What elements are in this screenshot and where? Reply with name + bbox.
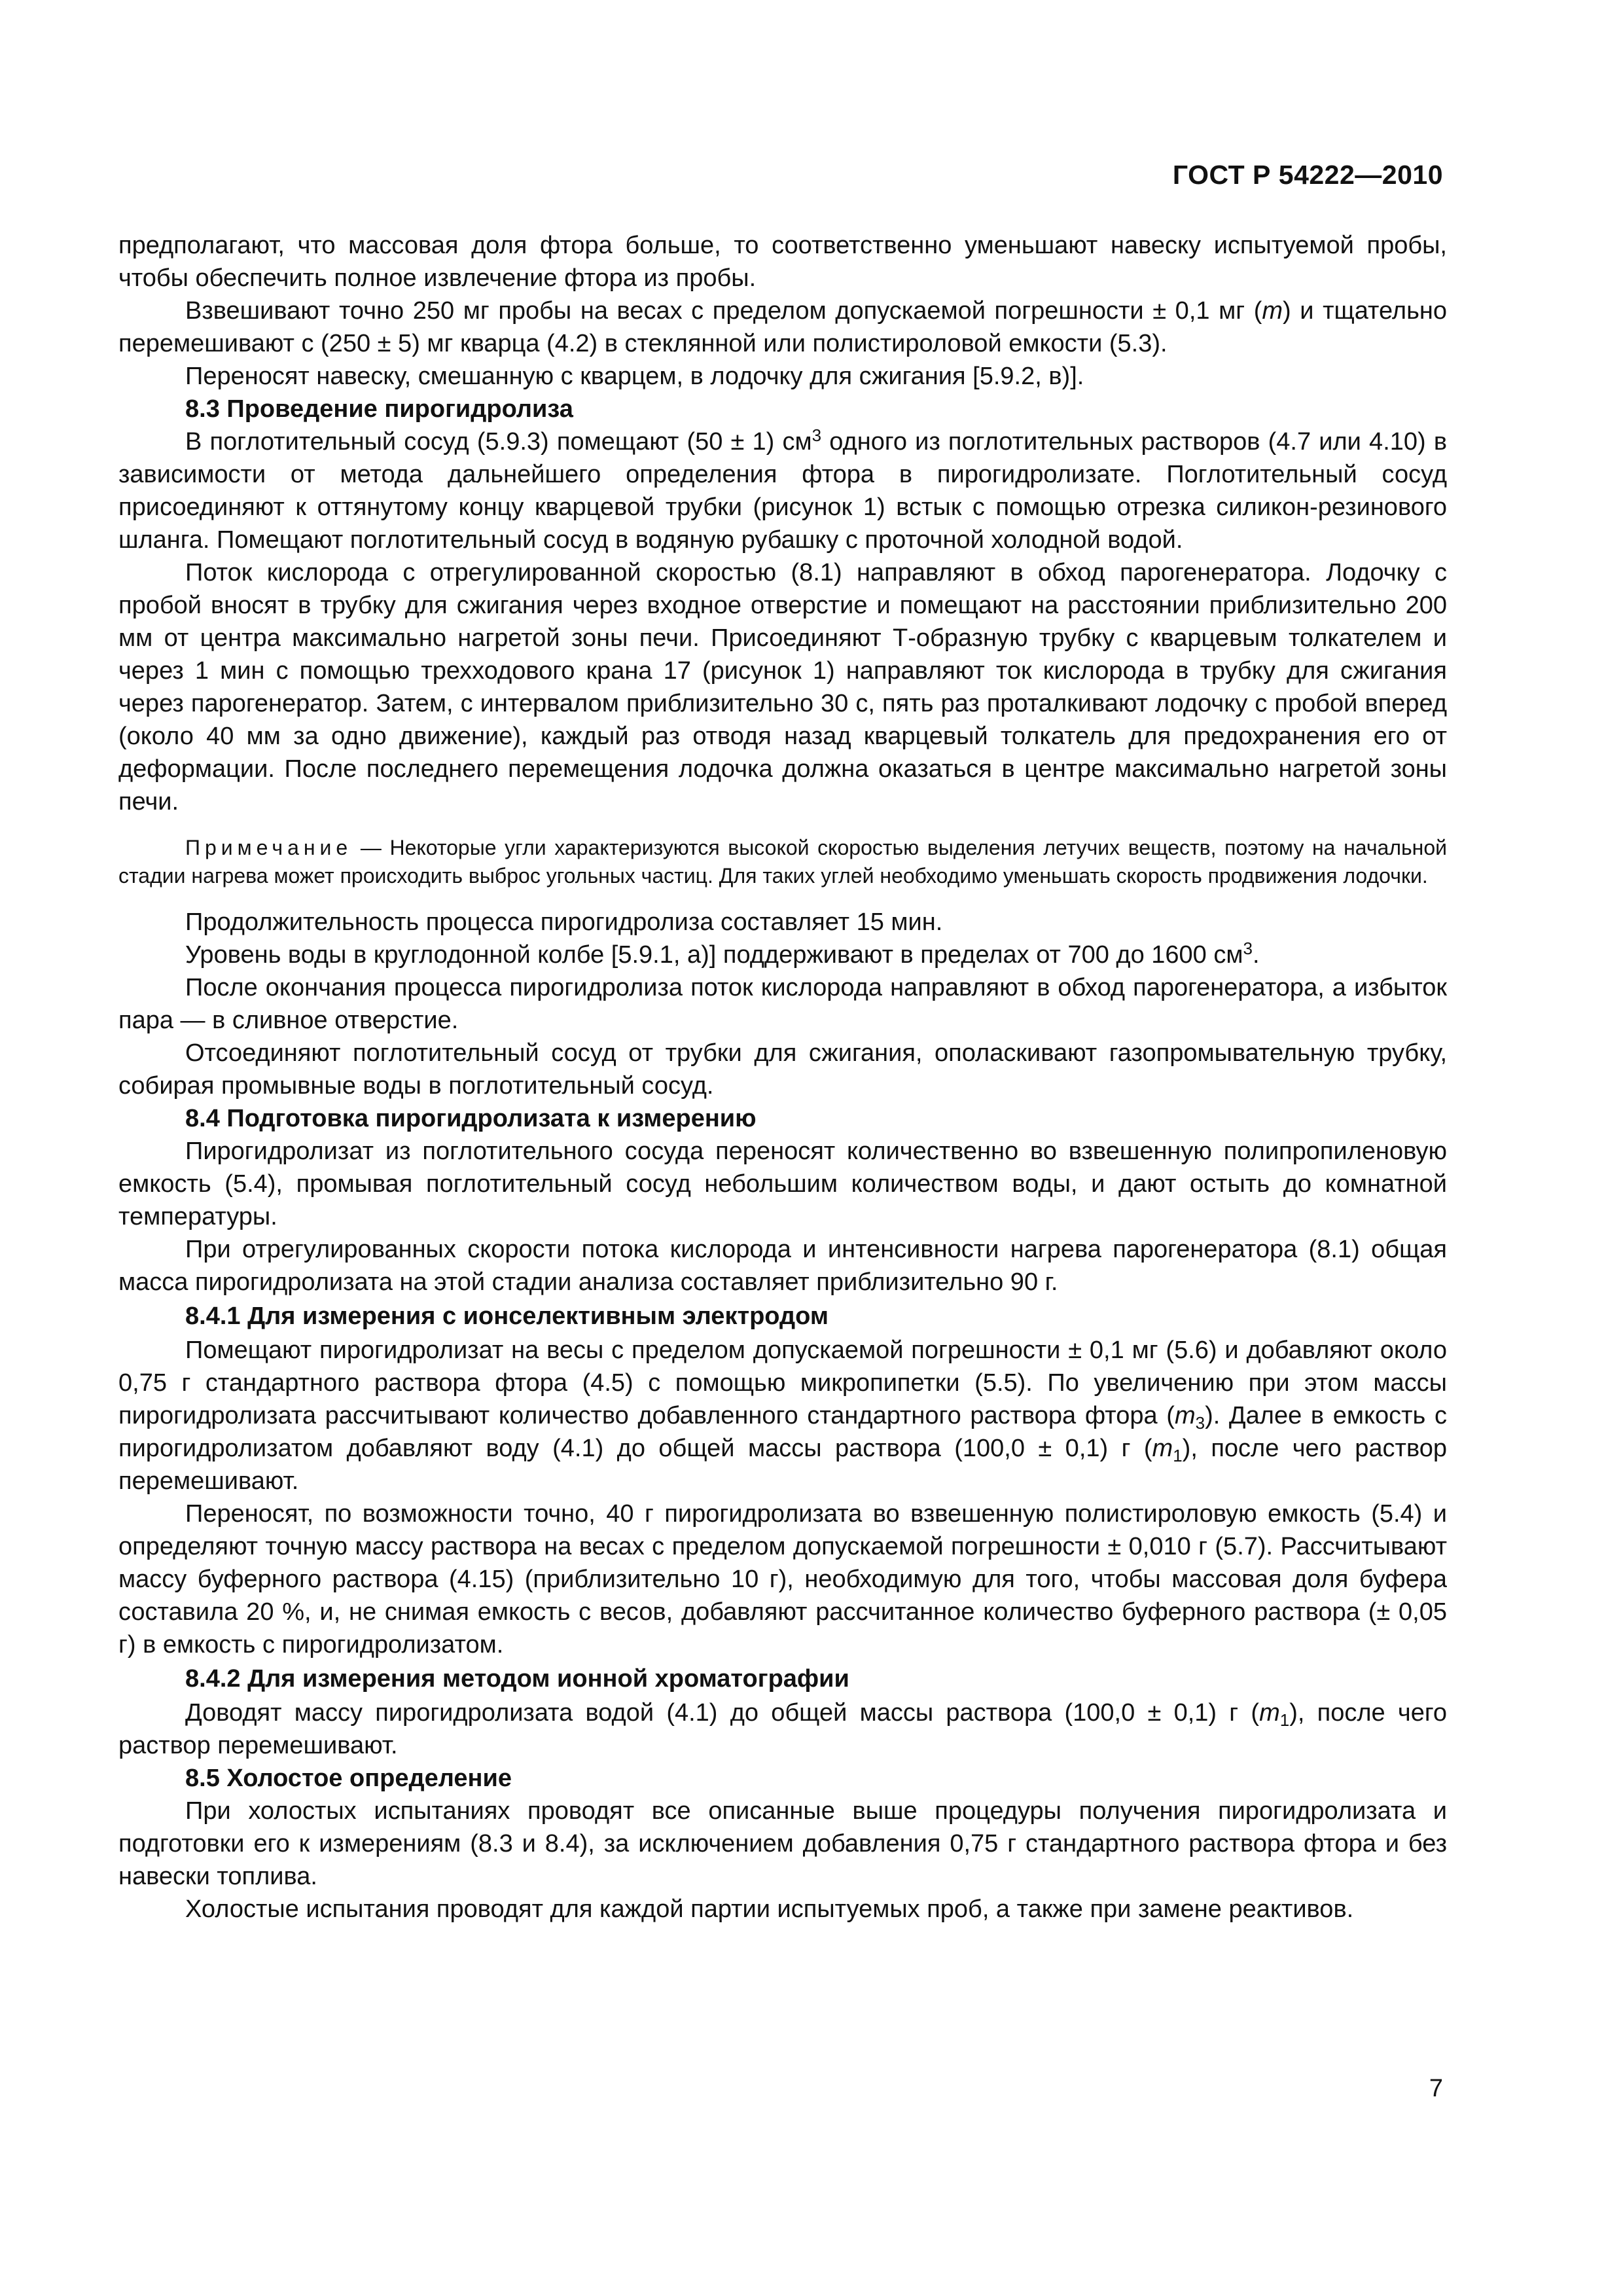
paragraph: Переносят навеску, смешанную с кварцем, в лодочку для сжигания [5.9.2, в)]. [185, 363, 1084, 390]
paragraph: Отсоединяют поглотительный сосуд от трубки для сжигания, ополаскивают газопромывательную трубку, собирая промывные воды в поглотительный сосуд. [118, 1039, 1447, 1100]
paragraph: предполагают, что массовая доля фтора больше, то соответственно уменьшают навеску испытуемой пробы, чтобы обеспечить полное извлечение фтора из пробы. [118, 232, 1447, 292]
paragraph: При холостых испытаниях проводят все описанные выше процедуры получения пирогидролизата и подготовки его к измерениям (8.3 и 8.4), за исключением добавления 0,75 г стандартного раствора фтора и без навески топлива. [118, 1797, 1447, 1890]
note [118, 834, 1447, 890]
section-heading-8-4-2: 8.4.2 Для измерения методом ионной хроматографии [185, 1665, 849, 1693]
paragraph: В поглотительный сосуд (5.9.3) помещают (50 ± 1) $см^3$ одного из поглотительных растворов (4.7 или 4.10) в зависимости от метода дальнейшего определения фтора в пирогидролизате. Поглотительный сосуд присоединяют к оттянутому концу кварцевой трубки (рисунок 1) встык с помощью отрезка силикон-резинового шланга. Помещают поглотительный сосуд в водяную рубашку с проточной холодной водой. [118, 425, 1448, 554]
note-label: Примечание [185, 836, 353, 859]
paragraph: Доводят массу пирогидролизата водой (4.1) до общей массы раствора (100,0 ± 0,1) г $(m_1)$, после чего раствор перемешивают. [118, 1699, 1447, 1759]
paragraph: При отрегулированных скорости потока кислорода и интенсивности нагрева парогенератора (8.1) общая масса пирогидролизата на этой стадии анализа составляет приблизительно 90 г. [118, 1236, 1447, 1296]
paragraph: Переносят, по возможности точно, 40 г пирогидролизата во взвешенную полистироловую емкость (5.4) и определяют точную массу раствора на весах с пределом допускаемой погрешности ± 0,010 г (5.7). Рассчитывают массу буферного раствора (4.15) (приблизительно 10 г), необходимую для того, чтобы массовая доля буфера составила 20 %, и, не снимая емкость с весов, добавляют рассчитанное количество буферного раствора (± 0,05 г) в емкость с пирогидролизатом. [118, 1500, 1447, 1659]
note-text: — Некоторые угли характеризуются высокой скоростью выделения летучих веществ, поэтому на начальной стадии нагрева может происходить выброс угольных частиц. Для таких углей необходимо уменьшать скорость продвижения лодочки. [118, 836, 1447, 888]
paragraph: После окончания процесса пирогидролиза поток кислорода направляют в обход парогенератора, а избыток пара — в сливное отверстие. [118, 974, 1447, 1034]
paragraph: Продолжительность процесса пирогидролиза составляет 15 мин. [185, 908, 943, 936]
section-heading-8-4-1: 8.4.1 Для измерения с ионселективным электродом [185, 1302, 829, 1330]
paragraph: Пирогидролизат из поглотительного сосуда переносят количественно во взвешенную полипропиленовую емкость (5.4), промывая поглотительный сосуд небольшим количеством воды, и дают остыть до комнатной температуры. [118, 1138, 1447, 1230]
document-body [118, 229, 1447, 1926]
paragraph: Поток кислорода с отрегулированной скоростью (8.1) направляют в обход парогенератора. Лодочку с пробой вносят в трубку для сжигания через входное отверстие и помещают на расстоянии приблизительно 200 мм от центра максимально нагретой зоны печи. Присоединяют Т-образную трубку с кварцевым толкателем и через 1 мин с помощью трехходового крана 17 (рисунок 1) направляют ток кислорода в трубку для сжигания через парогенератор. Затем, с интервалом приблизительно 30 с, пять раз проталкивают лодочку с пробой вперед (около 40 мм за одно движение), каждый раз отводя назад кварцевый толкатель для предохранения его от деформации. После последнего перемещения лодочка должна оказаться в центре максимально нагретой зоны печи. [118, 559, 1447, 816]
page-number: 7 [1429, 2075, 1443, 2102]
paragraph: Уровень воды в круглодонной колбе [5.9.1, а)] поддерживают в пределах от 700 до 1600 $см^3$. [185, 939, 1260, 969]
section-heading-8-4: 8.4 Подготовка пирогидролизата к измерению [185, 1105, 757, 1132]
paragraph: Взвешивают точно 250 мг пробы на весах с пределом допускаемой погрешности ± 0,1 мг (m) и тщательно перемешивают с (250 ± 5) мг кварца (4.2) в стеклянной или полистироловой емкости (5.3). [118, 297, 1448, 357]
paragraph: Холостые испытания проводят для каждой партии испытуемых проб, а также при замене реактивов. [185, 1895, 1354, 1923]
paragraph: Помещают пирогидролизат на весы с пределом допускаемой погрешности ± 0,1 мг (5.6) и добавляют около 0,75 г стандартного раствора фтора (4.5) с помощью микропипетки (5.5). По увеличению при этом массы пирогидролизата рассчитывают количество добавленного стандартного раствора фтора $(m_3)$. Далее в емкость с пирогидролизатом добавляют воду (4.1) до общей массы раствора (100,0 ± 0,1) г $(m_1)$, после чего раствор перемешивают. [118, 1336, 1447, 1495]
standard-header: ГОСТ Р 54222—2010 [1172, 160, 1443, 190]
section-heading-8-3: 8.3 Проведение пирогидролиза [185, 395, 573, 423]
section-heading-8-5: 8.5 Холостое определение [185, 1765, 512, 1792]
